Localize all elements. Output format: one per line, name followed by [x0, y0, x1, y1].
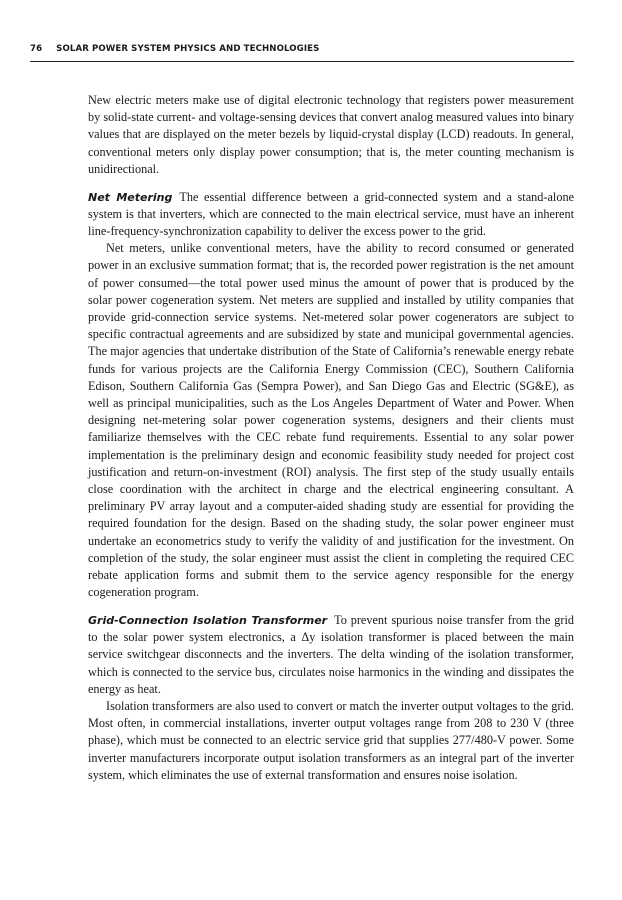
paragraph-isolation-intro: To prevent spurious noise transfer from the grid to the solar power system electronics, a Δy isolation transformer is placed between the main service switchgear disconnects and the inverters. The delta winding of the isolation transformer, which is connected to the service bus, circulates noise harmonics in the winding and dissipates the energy as heat. — [88, 612, 574, 696]
heading-isolation-transformer: Grid-Connection Isolation Transformer — [88, 613, 328, 627]
paragraph-isolation-voltages: Isolation transformers are also used to convert or match the inverter output voltages to the grid. Most often, in commercial installations, inverter output voltages range from 208 to 230 V (three phase), which must be connected to an electric service grid that supplies 277/480-V power. Some inverter manufacturers incorporate output isolation transformers as an integral part of the inverter system, which eliminates the use of external transformation and ensures noise isolation. — [88, 698, 574, 782]
section-isolation-transformer — [88, 612, 574, 698]
running-header — [30, 44, 574, 62]
paragraph-electric-meters: New electric meters make use of digital electronic technology that registers power measurement by solid-state current- and voltage-sensing devices that convert analog measured values into binary values that are displayed on the meter bezels by liquid-crystal display (LCD) readouts. In general, conventional meters only display power consumption; that is, the meter counting mechanism is unidirectional. — [88, 93, 574, 176]
body-text — [88, 92, 574, 784]
running-title: SOLAR POWER SYSTEM PHYSICS AND TECHNOLOGIES — [56, 44, 320, 54]
page-number: 76 — [30, 44, 43, 54]
heading-net-metering: Net Metering — [88, 190, 173, 204]
section-net-metering — [88, 189, 574, 241]
paragraph-net-metering-intro: The essential difference between a grid-connected system and a stand-alone system is that inverters, which are connected to the main electrical service, must have an inherent line-frequency-synchronization capability to deliver the excess power to the grid. — [88, 189, 575, 238]
paragraph-net-meters: Net meters, unlike conventional meters, have the ability to record consumed or generated power in an exclusive summation format; that is, the recorded power registration is the net amount of power consumed—the total power used minus the amount of power that is produced by the solar power cogeneration system. Net meters are supplied and installed by utility companies that provide grid-connection service systems. Net-metered solar power cogenerators are subject to specific contractual agreements and are subsidized by state and municipal governmental agencies. The major agencies that undertake distribution of the State of California’s renewable energy rebate funds for various projects are the California Energy Commission (CEC), Southern California Edison, Southern California Gas (Sempra Power), and San Diego Gas and Electric (SG&E), as well as principal municipalities, such as the Los Angeles Department of Water and Power. When designing net-metering solar power cogeneration systems, designers and their clients must familiarize themselves with the CEC rebate fund requirements. Essential to any solar power implementation is the preliminary design and economic feasibility study needed for project cost justification and return-on-investment (ROI) analysis. The first step of the study usually entails close coordination with the architect in charge and the electrical engineering consultant. A preliminary PV array layout and a computer-aided shading study are essential for providing the required foundation for the design. Based on the shading study, the solar power engineer must undertake an econometrics study to verify the validity of and justification for the investment. On completion of the study, the solar engineer must assist the client in completing the required CEC rebate application forms and submit them to the service agency responsible for the energy cogeneration program. — [88, 241, 574, 600]
